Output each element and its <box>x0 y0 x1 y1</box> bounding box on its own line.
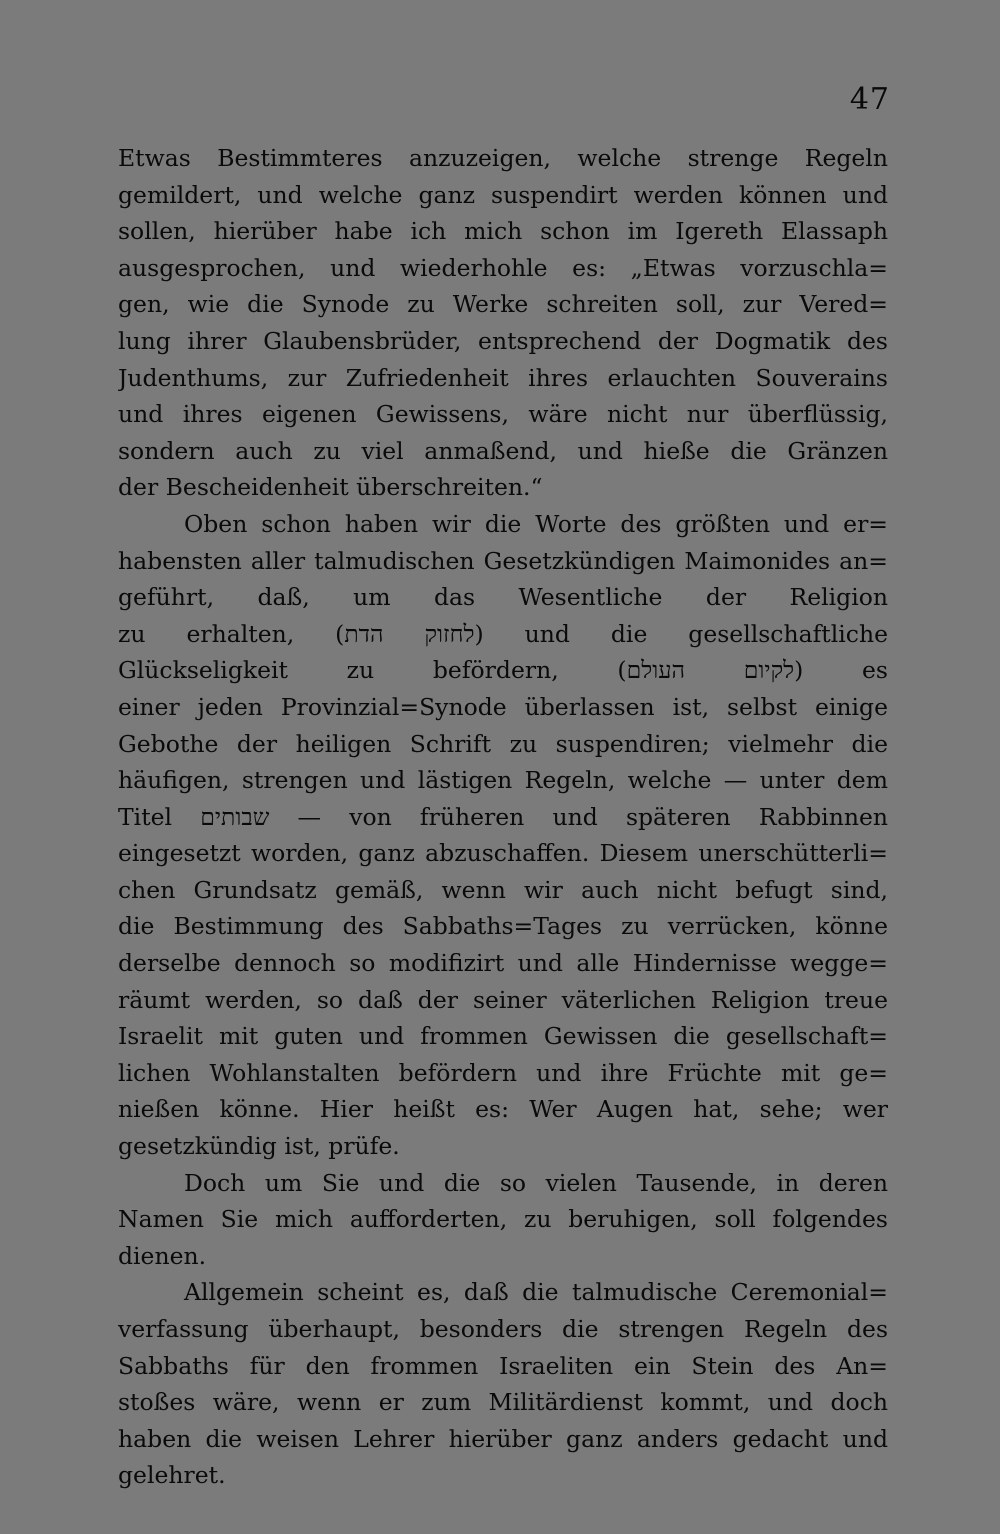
text-line: lung ihrer Glaubensbrüder, entsprechend der Dogmatik des <box>118 326 888 355</box>
text-line: geführt, daß, um das Wesentliche der Religion <box>118 583 888 612</box>
text-line: Etwas Bestimmteres anzuzeigen, welche strenge Regeln <box>118 144 888 172</box>
text-line: stoßes wäre, wenn er zum Militärdienst kommt, und doch <box>118 1388 888 1417</box>
text-line: ausgesprochen, und wiederhohle es: „Etwas vorzuschla= <box>118 253 888 282</box>
page-number: 47 <box>849 82 890 117</box>
text-line: gelehret. <box>118 1461 226 1490</box>
text-line: Oben schon haben wir die Worte des größten und er= <box>184 509 888 538</box>
text-line: sollen, hierüber habe ich mich schon im Igereth Elassaph <box>118 217 888 246</box>
text-line: Judenthums, zur Zufriedenheit ihres erlauchten Souverains <box>118 363 888 392</box>
text-line: haben die weisen Lehrer hierüber ganz anders gedacht und <box>118 1424 888 1453</box>
text-line: Doch um Sie und die so vielen Tausende, in deren <box>184 1168 888 1197</box>
text-line: derselbe dennoch so modifizirt und alle Hindernisse wegge= <box>118 949 888 978</box>
text-line: chen Grundsatz gemäß, wenn wir auch nicht befugt sind, <box>118 875 888 904</box>
text-line: und ihres eigenen Gewissens, wäre nicht nur überflüssig, <box>118 400 888 429</box>
text-line: lichen Wohlanstalten befördern und ihre Früchte mit ge= <box>118 1058 888 1087</box>
text-line: dienen. <box>118 1241 207 1270</box>
text-line: verfassung überhaupt, besonders die strengen Regeln des <box>118 1315 888 1343</box>
text-line: Namen Sie mich aufforderten, zu beruhigen, soll folgendes <box>118 1205 888 1234</box>
text-line: habensten aller talmudischen Gesetzkündigen Maimonides an= <box>118 546 888 575</box>
text-line: Allgemein scheint es, daß die talmudische Ceremonial= <box>184 1278 888 1307</box>
text-line: gen, wie die Synode zu Werke schreiten soll, zur Vered= <box>118 290 888 319</box>
text-line: nießen könne. Hier heißt es: Wer Augen hat, sehe; wer <box>118 1095 888 1124</box>
text-line: häufigen, strengen und lästigen Regeln, welche — unter dem <box>118 766 888 795</box>
text-line: zu erhalten, (לחזוק הדת) und die gesellschaftliche <box>118 619 888 648</box>
text-line: gemildert, und welche ganz suspendirt werden können und <box>118 180 888 209</box>
text-line: die Bestimmung des Sabbaths=Tages zu verrücken, könne <box>118 912 888 941</box>
body-text <box>118 140 888 1494</box>
text-line: Titel שבותים — von früheren und späteren Rabbinnen <box>118 802 888 831</box>
text-line: gesetzkündig ist, prüfe. <box>118 1132 400 1161</box>
text-line: Sabbaths für den frommen Israeliten ein Stein des An= <box>118 1351 888 1380</box>
text-line: räumt werden, so daß der seiner väterlichen Religion treue <box>118 985 888 1014</box>
text-line: Gebothe der heiligen Schrift zu suspendiren; vielmehr die <box>118 729 888 758</box>
text-line: sondern auch zu viel anmaßend, und hieße die Gränzen <box>118 436 888 465</box>
text-line: eingesetzt worden, ganz abzuschaffen. Diesem unerschütterli= <box>118 839 888 868</box>
text-line: Israelit mit guten und frommen Gewissen die gesellschaft= <box>118 1022 888 1051</box>
text-line: der Bescheidenheit überschreiten.“ <box>118 473 543 502</box>
text-line: einer jeden Provinzial=Synode überlassen ist, selbst einige <box>118 692 888 721</box>
text-line: Glückseligkeit zu befördern, (לקיום העולם) es <box>118 656 888 685</box>
